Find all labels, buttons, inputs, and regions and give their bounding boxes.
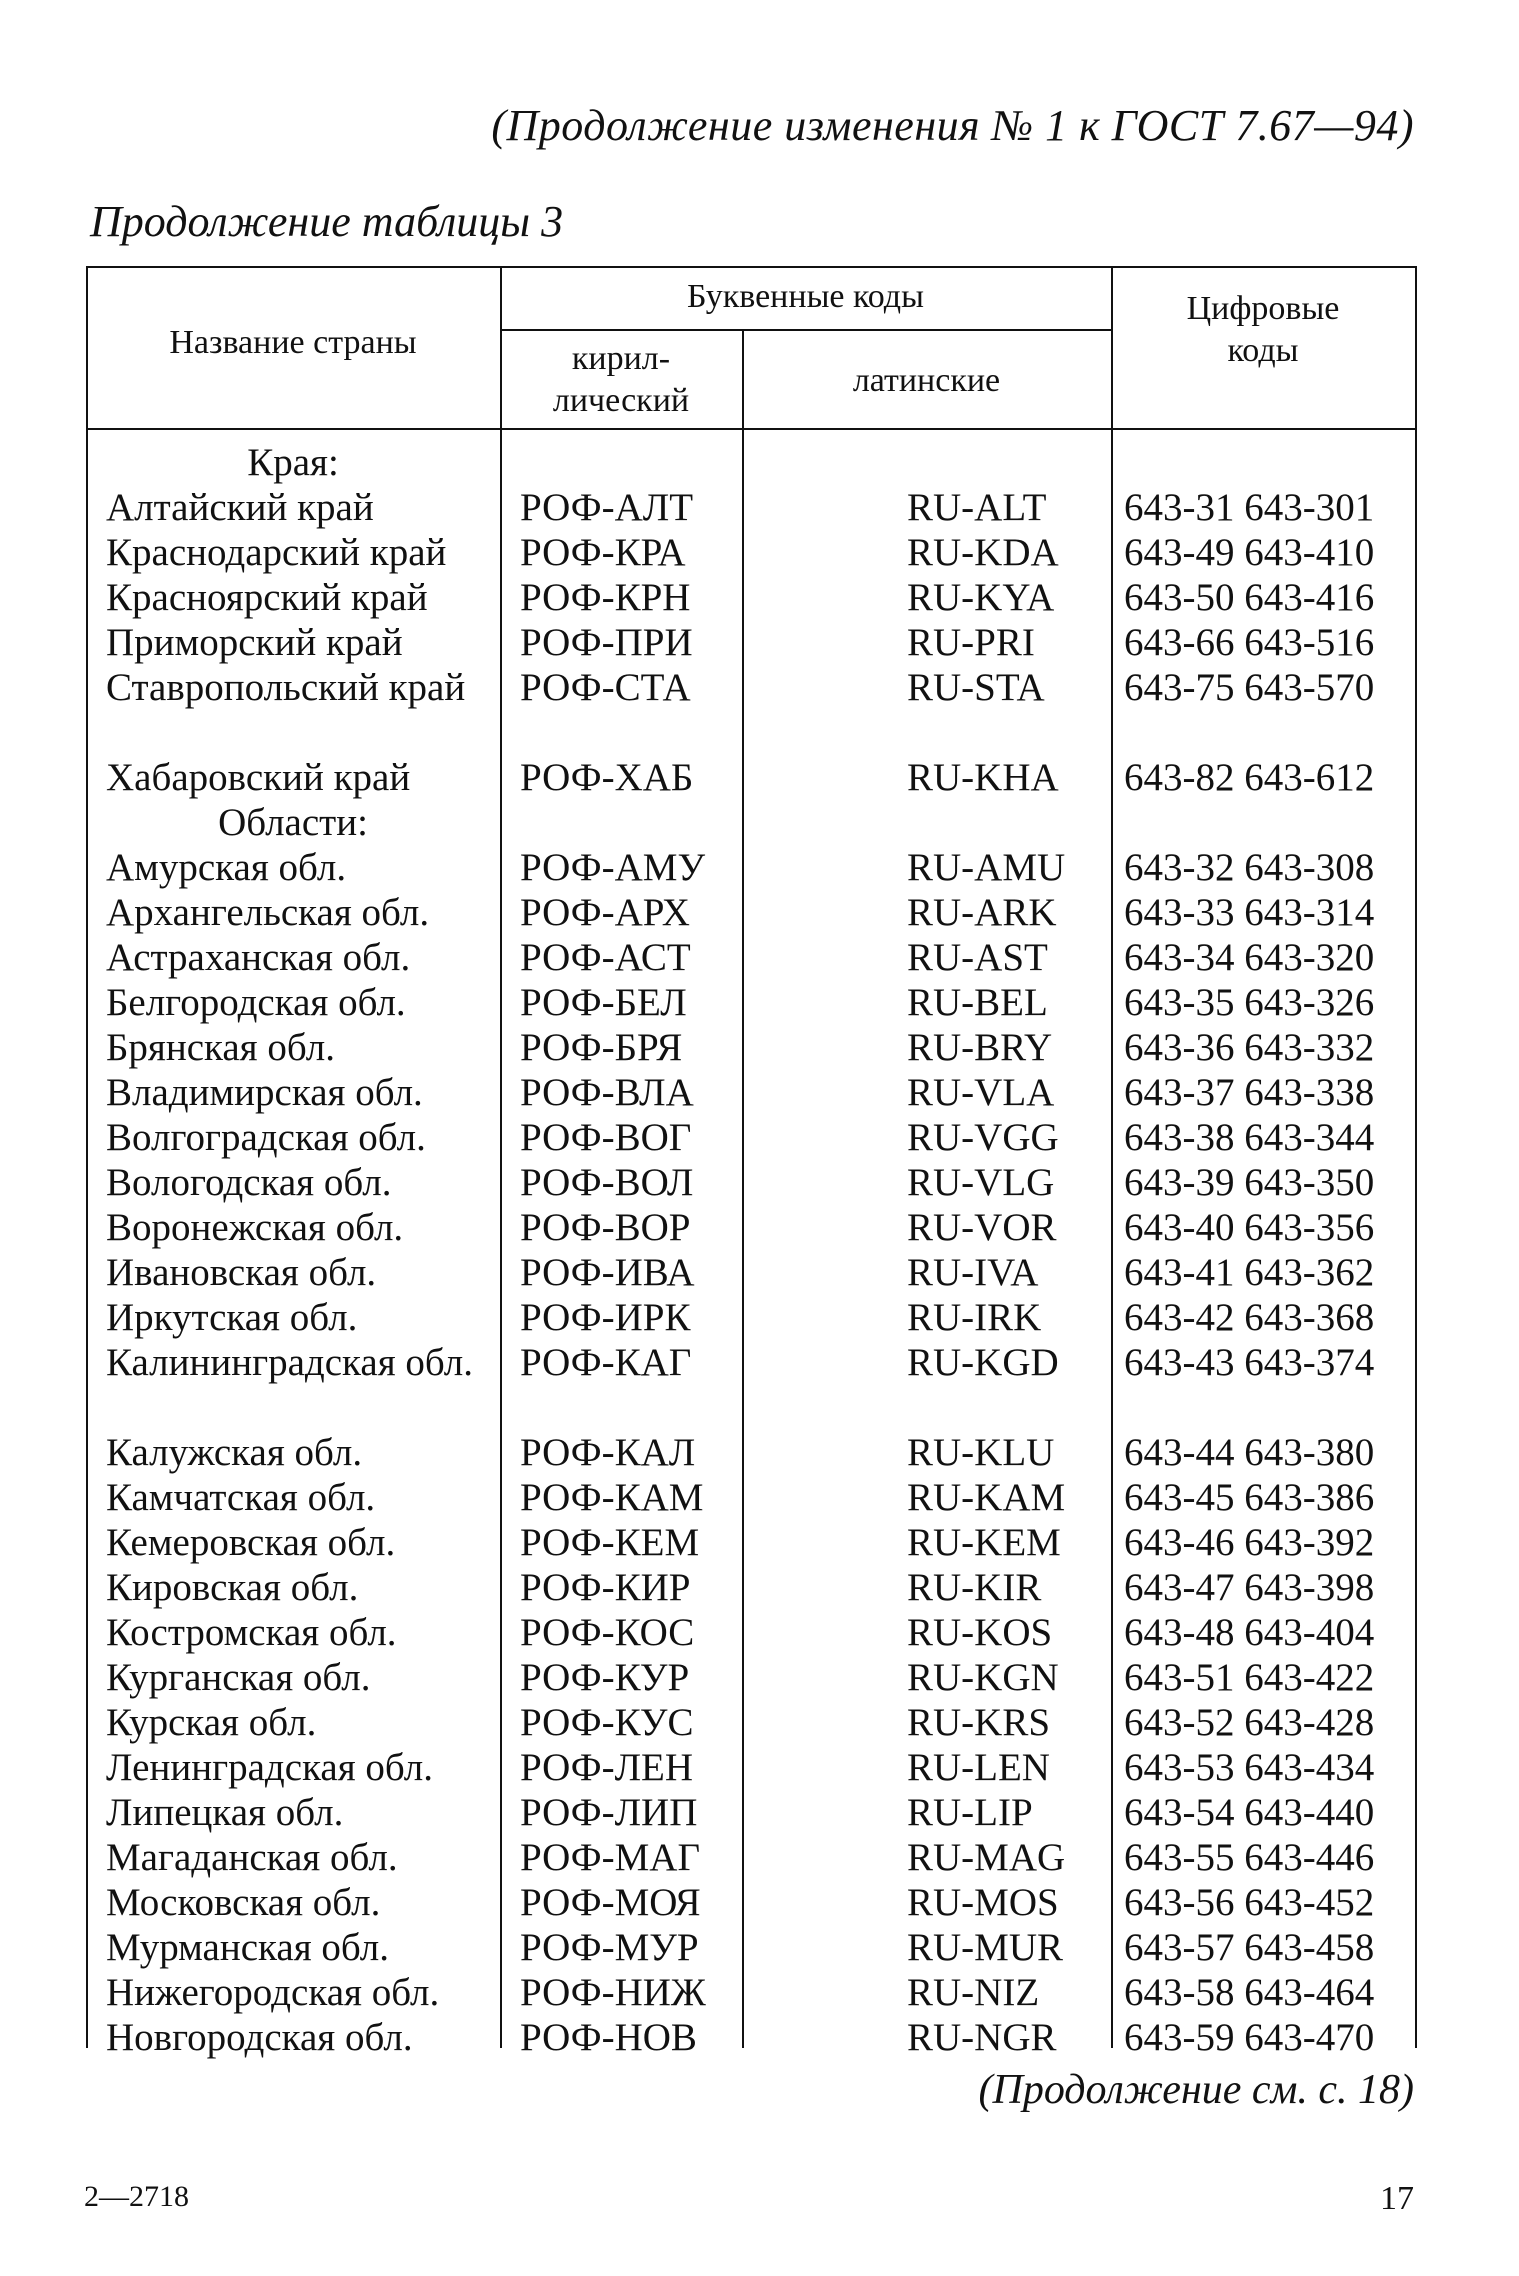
- country-name: Нижегородская обл.: [106, 1971, 440, 2014]
- latin-code: RU-ARK: [907, 891, 1057, 934]
- header-digital: Цифровые коды: [1186, 290, 1340, 369]
- digital-codes: 643-57 643-458: [1124, 1926, 1375, 1969]
- latin-code: RU-LIP: [907, 1791, 1033, 1834]
- cyrillic-code: РОФ-МОЯ: [520, 1881, 701, 1924]
- table-row: [0, 485, 1519, 530]
- header-country: Название страны: [169, 324, 417, 361]
- country-name: Камчатская обл.: [106, 1476, 376, 1519]
- country-name: Воронежская обл.: [106, 1206, 404, 1249]
- latin-code: RU-KHA: [907, 756, 1059, 799]
- country-name: Белгородская обл.: [106, 981, 406, 1024]
- cyrillic-code: РОФ-БРЯ: [520, 1026, 683, 1069]
- continuation-note: (Продолжение см. с. 18): [978, 2067, 1414, 2113]
- table-row: [0, 1070, 1519, 1115]
- digital-codes: 643-39 643-350: [1124, 1161, 1375, 1204]
- latin-code: RU-KLU: [907, 1431, 1055, 1474]
- table-row: [0, 1520, 1519, 1565]
- digital-codes: 643-45 643-386: [1124, 1476, 1375, 1519]
- country-name: Курганская обл.: [106, 1656, 371, 1699]
- country-name: Московская обл.: [106, 1881, 381, 1924]
- digital-codes: 643-48 643-404: [1124, 1611, 1375, 1654]
- cyrillic-code: РОФ-АСТ: [520, 936, 691, 979]
- digital-codes: 643-34 643-320: [1124, 936, 1375, 979]
- country-name: Курская обл.: [106, 1701, 317, 1744]
- table-row: [0, 1115, 1519, 1160]
- latin-code: RU-VOR: [907, 1206, 1057, 1249]
- cyrillic-code: РОФ-КУР: [520, 1656, 690, 1699]
- digital-codes: 643-51 643-422: [1124, 1656, 1375, 1699]
- country-name: Калужская обл.: [106, 1431, 363, 1474]
- cyrillic-code: РОФ-ПРИ: [520, 621, 693, 664]
- cyrillic-code: РОФ-КОС: [520, 1611, 695, 1654]
- table-top-rule: [86, 266, 1417, 268]
- header-letter-codes: Буквенные коды: [687, 278, 924, 315]
- cyrillic-code: РОФ-МУР: [520, 1926, 699, 1969]
- latin-code: RU-LEN: [907, 1746, 1050, 1789]
- cyrillic-code: РОФ-КАЛ: [520, 1431, 696, 1474]
- print-code: 2—2718: [84, 2180, 189, 2213]
- cyrillic-code: РОФ-КУС: [520, 1701, 694, 1744]
- table-row: [0, 1970, 1519, 2015]
- latin-code: RU-PRI: [907, 621, 1035, 664]
- digital-codes: 643-41 643-362: [1124, 1251, 1375, 1294]
- table-row: [0, 935, 1519, 980]
- cyrillic-code: РОФ-КАМ: [520, 1476, 704, 1519]
- table-row: [0, 1880, 1519, 1925]
- table-row: [0, 1655, 1519, 1700]
- cyrillic-code: РОФ-АРХ: [520, 891, 690, 934]
- digital-codes: 643-36 643-332: [1124, 1026, 1375, 1069]
- continuation-header: (Продолжение изменения № 1 к ГОСТ 7.67—94): [491, 101, 1414, 150]
- table-row: [0, 1250, 1519, 1295]
- cyrillic-code: РОФ-АЛТ: [520, 486, 694, 529]
- cyrillic-code: РОФ-БЕЛ: [520, 981, 687, 1024]
- digital-codes: 643-53 643-434: [1124, 1746, 1375, 1789]
- digital-codes: 643-54 643-440: [1124, 1791, 1375, 1834]
- table-row: [0, 1160, 1519, 1205]
- cyrillic-code: РОФ-ИВА: [520, 1251, 695, 1294]
- table-row: [0, 1565, 1519, 1610]
- country-name: Ставропольский край: [106, 666, 466, 709]
- latin-code: RU-VLG: [907, 1161, 1055, 1204]
- table-row: [0, 620, 1519, 665]
- digital-codes: 643-59 643-470: [1124, 2016, 1375, 2059]
- cyrillic-code: РОФ-АМУ: [520, 846, 706, 889]
- digital-codes: 643-43 643-374: [1124, 1341, 1375, 1384]
- table-row: [0, 800, 1519, 845]
- digital-codes: 643-44 643-380: [1124, 1431, 1375, 1474]
- header-cyrillic: кирил- лический: [552, 340, 690, 419]
- country-name: Приморский край: [106, 621, 403, 664]
- latin-code: RU-KGN: [907, 1656, 1059, 1699]
- letter-codes-rule: [500, 329, 1111, 331]
- digital-codes: 643-56 643-452: [1124, 1881, 1375, 1924]
- latin-code: RU-KIR: [907, 1566, 1042, 1609]
- country-name: Брянская обл.: [106, 1026, 335, 1069]
- table-row: [0, 1430, 1519, 1475]
- country-name: Волгоградская обл.: [106, 1116, 426, 1159]
- country-name: Амурская обл.: [106, 846, 347, 889]
- latin-code: RU-BEL: [907, 981, 1048, 1024]
- table-row: [0, 845, 1519, 890]
- latin-code: RU-STA: [907, 666, 1045, 709]
- latin-code: RU-AST: [907, 936, 1048, 979]
- country-name: Края:: [247, 441, 339, 484]
- latin-code: RU-VLA: [907, 1071, 1055, 1114]
- header-latin: латинские: [852, 362, 1001, 399]
- cyrillic-code: РОФ-ВОГ: [520, 1116, 692, 1159]
- country-name: Костромская обл.: [106, 1611, 397, 1654]
- latin-code: RU-VGG: [907, 1116, 1059, 1159]
- table-row: [0, 755, 1519, 800]
- table-row: [0, 2015, 1519, 2060]
- country-name: Калининградская обл.: [106, 1341, 473, 1384]
- latin-code: RU-KDA: [907, 531, 1059, 574]
- table-row: [0, 1835, 1519, 1880]
- latin-code: RU-NGR: [907, 2016, 1057, 2059]
- cyrillic-code: РОФ-ЛЕН: [520, 1746, 694, 1789]
- latin-code: RU-AMU: [907, 846, 1066, 889]
- table-row: [0, 1205, 1519, 1250]
- table-row: [0, 980, 1519, 1025]
- digital-codes: 643-47 643-398: [1124, 1566, 1375, 1609]
- table-row: [0, 1340, 1519, 1430]
- cyrillic-code: РОФ-КЕМ: [520, 1521, 700, 1564]
- latin-code: RU-MAG: [907, 1836, 1066, 1879]
- country-name: Ивановская обл.: [106, 1251, 377, 1294]
- cyrillic-code: РОФ-ХАБ: [520, 756, 694, 799]
- digital-codes: 643-82 643-612: [1124, 756, 1375, 799]
- table-row: [0, 890, 1519, 935]
- cyrillic-code: РОФ-КАГ: [520, 1341, 692, 1384]
- cyrillic-code: РОФ-ВОР: [520, 1206, 691, 1249]
- country-name: Красноярский край: [106, 576, 428, 619]
- cyrillic-code: РОФ-КРА: [520, 531, 686, 574]
- country-name: Мурманская обл.: [106, 1926, 389, 1969]
- table-row: [0, 1610, 1519, 1655]
- latin-code: RU-ALT: [907, 486, 1047, 529]
- country-name: Вологодская обл.: [106, 1161, 392, 1204]
- country-name: Иркутская обл.: [106, 1296, 358, 1339]
- header-bottom-rule: [86, 428, 1417, 430]
- country-name: Хабаровский край: [106, 756, 411, 799]
- digital-codes: 643-38 643-344: [1124, 1116, 1375, 1159]
- digital-codes: 643-50 643-416: [1124, 576, 1375, 619]
- country-name: Алтайский край: [106, 486, 374, 529]
- cyrillic-code: РОФ-КИР: [520, 1566, 691, 1609]
- table-row: [0, 1700, 1519, 1745]
- table-row: [0, 575, 1519, 620]
- country-name: Кировская обл.: [106, 1566, 359, 1609]
- latin-code: RU-MUR: [907, 1926, 1064, 1969]
- table-row: [0, 1925, 1519, 1970]
- country-name: Кемеровская обл.: [106, 1521, 396, 1564]
- digital-codes: 643-58 643-464: [1124, 1971, 1375, 2014]
- country-name: Магаданская обл.: [106, 1836, 398, 1879]
- country-name: Архангельская обл.: [106, 891, 430, 934]
- cyrillic-code: РОФ-ИРК: [520, 1296, 691, 1339]
- table-caption: Продолжение таблицы 3: [90, 197, 564, 246]
- cyrillic-code: РОФ-СТА: [520, 666, 691, 709]
- table-row: [0, 440, 1519, 485]
- country-name: Краснодарский край: [106, 531, 447, 574]
- digital-codes: 643-40 643-356: [1124, 1206, 1375, 1249]
- country-name: Области:: [218, 801, 368, 844]
- cyrillic-code: РОФ-МАГ: [520, 1836, 700, 1879]
- latin-code: RU-KOS: [907, 1611, 1053, 1654]
- cyrillic-code: РОФ-КРН: [520, 576, 691, 619]
- digital-codes: 643-31 643-301: [1124, 486, 1375, 529]
- digital-codes: 643-33 643-314: [1124, 891, 1375, 934]
- cyrillic-code: РОФ-ВОЛ: [520, 1161, 694, 1204]
- country-name: Астраханская обл.: [106, 936, 411, 979]
- table-row: [0, 1295, 1519, 1340]
- digital-codes: 643-66 643-516: [1124, 621, 1375, 664]
- country-name: Ленинградская обл.: [106, 1746, 434, 1789]
- digital-codes: 643-37 643-338: [1124, 1071, 1375, 1114]
- cyrillic-code: РОФ-ЛИП: [520, 1791, 698, 1834]
- cyrillic-code: РОФ-НОВ: [520, 2016, 697, 2059]
- digital-codes: 643-42 643-368: [1124, 1296, 1375, 1339]
- latin-code: RU-KYA: [907, 576, 1055, 619]
- country-name: Липецкая обл.: [106, 1791, 344, 1834]
- table-row: [0, 1025, 1519, 1070]
- table-row: [0, 1790, 1519, 1835]
- digital-codes: 643-32 643-308: [1124, 846, 1375, 889]
- latin-code: RU-MOS: [907, 1881, 1059, 1924]
- latin-code: RU-KEM: [907, 1521, 1061, 1564]
- table-row: [0, 1745, 1519, 1790]
- digital-codes: 643-75 643-570: [1124, 666, 1375, 709]
- cyrillic-code: РОФ-ВЛА: [520, 1071, 694, 1114]
- digital-codes: 643-46 643-392: [1124, 1521, 1375, 1564]
- table-row: [0, 1475, 1519, 1520]
- table-row: [0, 530, 1519, 575]
- table-body: [0, 440, 1519, 2060]
- digital-codes: 643-52 643-428: [1124, 1701, 1375, 1744]
- table-row: [0, 665, 1519, 755]
- latin-code: RU-KAM: [907, 1476, 1066, 1519]
- latin-code: RU-KGD: [907, 1341, 1059, 1384]
- latin-code: RU-NIZ: [907, 1971, 1040, 2014]
- page-number: 17: [1380, 2180, 1414, 2217]
- latin-code: RU-IVA: [907, 1251, 1039, 1294]
- latin-code: RU-IRK: [907, 1296, 1042, 1339]
- latin-code: RU-KRS: [907, 1701, 1051, 1744]
- cyrillic-code: РОФ-НИЖ: [520, 1971, 706, 2014]
- country-name: Новгородская обл.: [106, 2016, 413, 2059]
- digital-codes: 643-35 643-326: [1124, 981, 1375, 1024]
- country-name: Владимирская обл.: [106, 1071, 423, 1114]
- latin-code: RU-BRY: [907, 1026, 1053, 1069]
- digital-codes: 643-55 643-446: [1124, 1836, 1375, 1879]
- digital-codes: 643-49 643-410: [1124, 531, 1375, 574]
